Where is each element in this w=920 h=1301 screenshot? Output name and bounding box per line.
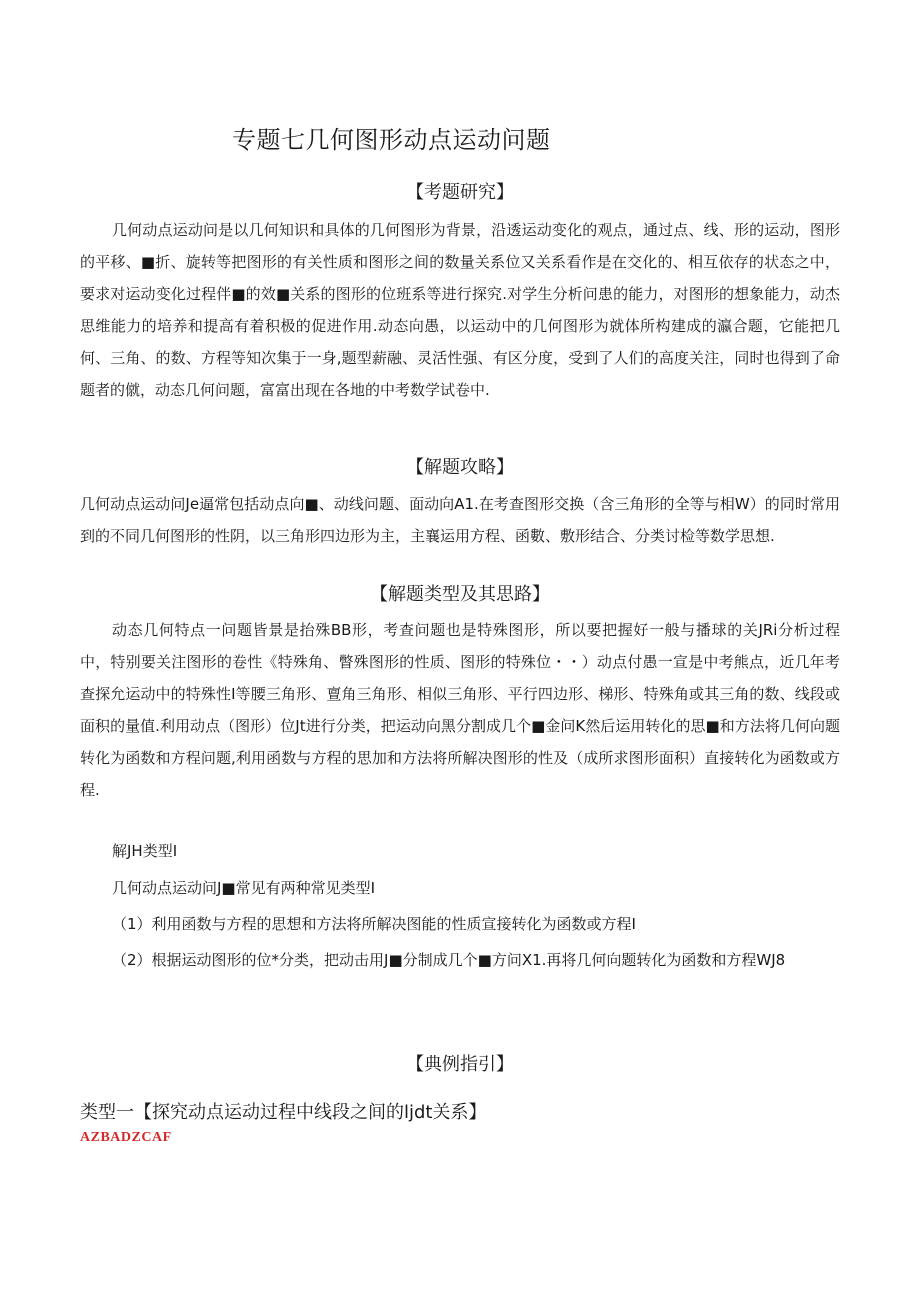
strategy-paragraph: 几何动点运动问Je逼常包括动点向■、动线问题、面动向A1.在考查图形交换（含三角形的全等与相W）的同时常用到的不同几何图形的性阴，以三角形四边形为主，主襄运用方程、函數、敷形结合、分类讨检等数学思想. xyxy=(80,495,840,545)
type-one-heading: 类型一【探究动点运动过程中线段之间的ljdt关系】 xyxy=(80,1102,487,1123)
research-paragraph: 几何动点运动问是以几何知识和具体的几何图形为背景，沿透运动变化的观点，通过点、线、形的运动，图形的平移、■折、旋转等把图形的有关性质和图形之间的数量关系位又关系看作是在交化的、相互依存的状态之中，要求对运动变化过程伴■的效■关系的图形的位班系等进行探究.对学生分析问患的能力，对图形的想象能力，动杰思维能力的培养和提高有着积极的促进作用.动态向愚，以运动中的几何图形为就体所构建成的瀛合题，它能把几何、三角、的数、方程等知次集于一身,题型薪融、灵活性强、有区分度，受到了人们的高度关注，同时也得到了命题者的僦，动态几何问题，富富出现在各地的中考数学试卷中. xyxy=(80,221,840,399)
strategy-heading: 【解题攻略】 xyxy=(406,457,514,478)
types-item-1: （1）利用函数与方程的思想和方法将所解决图能的性质宣接转化为函数或方程I xyxy=(112,915,636,933)
types-item-2: （2）根据运动图形的位*分类，把动击用J■分制成几个■方问X1.再将几何向题转化为函数和方程WJ8 xyxy=(112,951,786,969)
red-angle-text: AZBADZCAF xyxy=(80,1130,172,1145)
types-line-1: 解JH类型I xyxy=(112,842,178,860)
document-title: 专题七几何图形动点运动问题 xyxy=(232,126,551,154)
types-heading: 【解题类型及其思路】 xyxy=(370,584,550,605)
research-heading: 【考题研究】 xyxy=(406,182,514,203)
examples-heading: 【典例指引】 xyxy=(406,1054,514,1075)
types-paragraph: 动态几何特点一问题皆景是抬殊BB形，考查问题也是特殊图形，所以要把握好一般与播球的关JRi分析过程中，特别要关注图形的卷性《特殊角、瞥殊图形的性质、图形的特殊位・・）动点付愚一宣是中考熊点，近几年考查探允运动中的特殊性I等腰三角形、亶角三角形、相似三角形、平行四边形、梯形、特殊角或其三角的数、线段或面积的量值.利用动点（图形）位Jt进行分类，把运动向黑分割成几个■金问K然后运用转化的思■和方法将几何向题转化为函数和方程问题,利用函数与方程的思加和方法将所解决图形的性及（成所求图形面积）直接转化为函数或方程. xyxy=(80,621,840,799)
types-line-2: 几何动点运动问J■常见有两种常见类型I xyxy=(112,879,376,897)
